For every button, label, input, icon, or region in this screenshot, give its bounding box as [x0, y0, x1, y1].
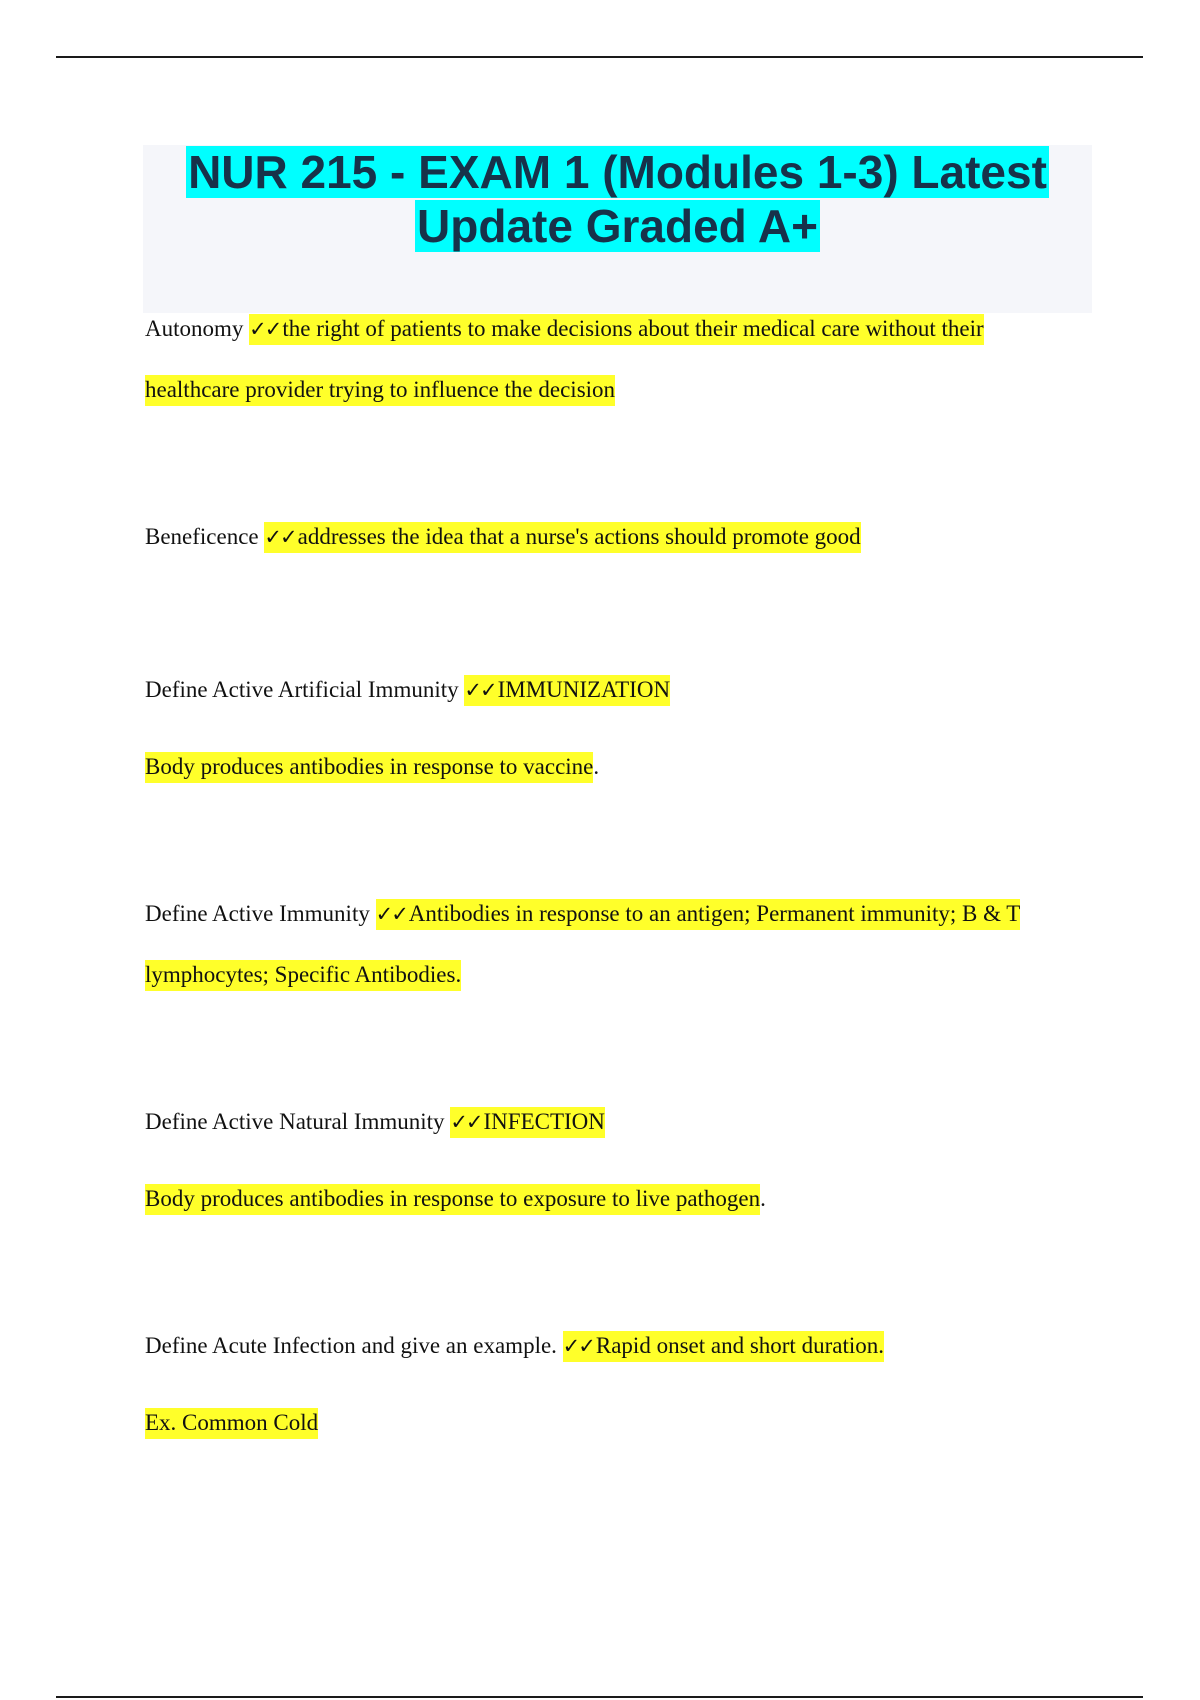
- page-title-line-2: Update Graded A+: [417, 200, 818, 252]
- entry-answer-continued: healthcare provider trying to influence the decision: [145, 375, 615, 406]
- check-mark-icon: ✓✓: [264, 525, 296, 549]
- check-mark-icon: ✓✓: [464, 678, 496, 702]
- entry-term: Define Active Immunity: [145, 901, 370, 926]
- entry-acute-infection-line-2: [145, 1407, 318, 1439]
- entry-acute-infection-line-1: [145, 1330, 884, 1362]
- entry-term: Define Acute Infection and give an example.: [145, 1333, 557, 1358]
- entry-answer: ✓✓Antibodies in response to an antigen; Permanent immunity; B & T: [376, 899, 1021, 930]
- entry-answer-continued: Body produces antibodies in response to exposure to live pathogen: [145, 1184, 760, 1215]
- entry-beneficence-line-1: [145, 521, 861, 553]
- header-rule: [56, 56, 1143, 58]
- entry-active-artificial-line-1: [145, 674, 670, 706]
- page-title-line-1: NUR 215 - EXAM 1 (Modules 1-3) Latest: [188, 146, 1047, 198]
- entry-term: Autonomy: [145, 316, 244, 341]
- entry-active-natural-line-2: Body produces antibodies in response to exposure to live pathogen.: [145, 1183, 766, 1215]
- check-mark-icon: ✓✓: [450, 1110, 482, 1134]
- footer-rule: [56, 1696, 1143, 1698]
- entry-term: Define Active Artificial Immunity: [145, 677, 459, 702]
- entry-answer: ✓✓the right of patients to make decisions about their medical care without their: [249, 314, 984, 345]
- entry-answer: ✓✓IMMUNIZATION: [464, 675, 670, 706]
- check-mark-icon: ✓✓: [249, 317, 281, 341]
- check-mark-icon: ✓✓: [562, 1334, 594, 1358]
- entry-answer-continued: lymphocytes; Specific Antibodies.: [145, 960, 461, 991]
- entry-answer: ✓✓Rapid onset and short duration.: [563, 1331, 884, 1362]
- entry-term: Define Active Natural Immunity: [145, 1109, 445, 1134]
- entry-active-immunity-line-2: [145, 959, 461, 991]
- entry-autonomy-line-2: [145, 374, 615, 406]
- entry-answer: ✓✓addresses the idea that a nurse's actions should promote good: [264, 522, 860, 553]
- entry-active-artificial-line-2: Body produces antibodies in response to vaccine.: [145, 751, 599, 783]
- title-banner: [143, 145, 1092, 313]
- entry-term: Beneficence: [145, 524, 259, 549]
- entry-answer-continued: Ex. Common Cold: [145, 1408, 318, 1439]
- entry-answer-continued: Body produces antibodies in response to vaccine: [145, 752, 593, 783]
- entry-autonomy-line-1: [145, 313, 984, 345]
- entry-active-immunity-line-1: [145, 898, 1020, 930]
- entry-answer: ✓✓INFECTION: [450, 1107, 605, 1138]
- entry-active-natural-line-1: [145, 1106, 605, 1138]
- check-mark-icon: ✓✓: [375, 902, 407, 926]
